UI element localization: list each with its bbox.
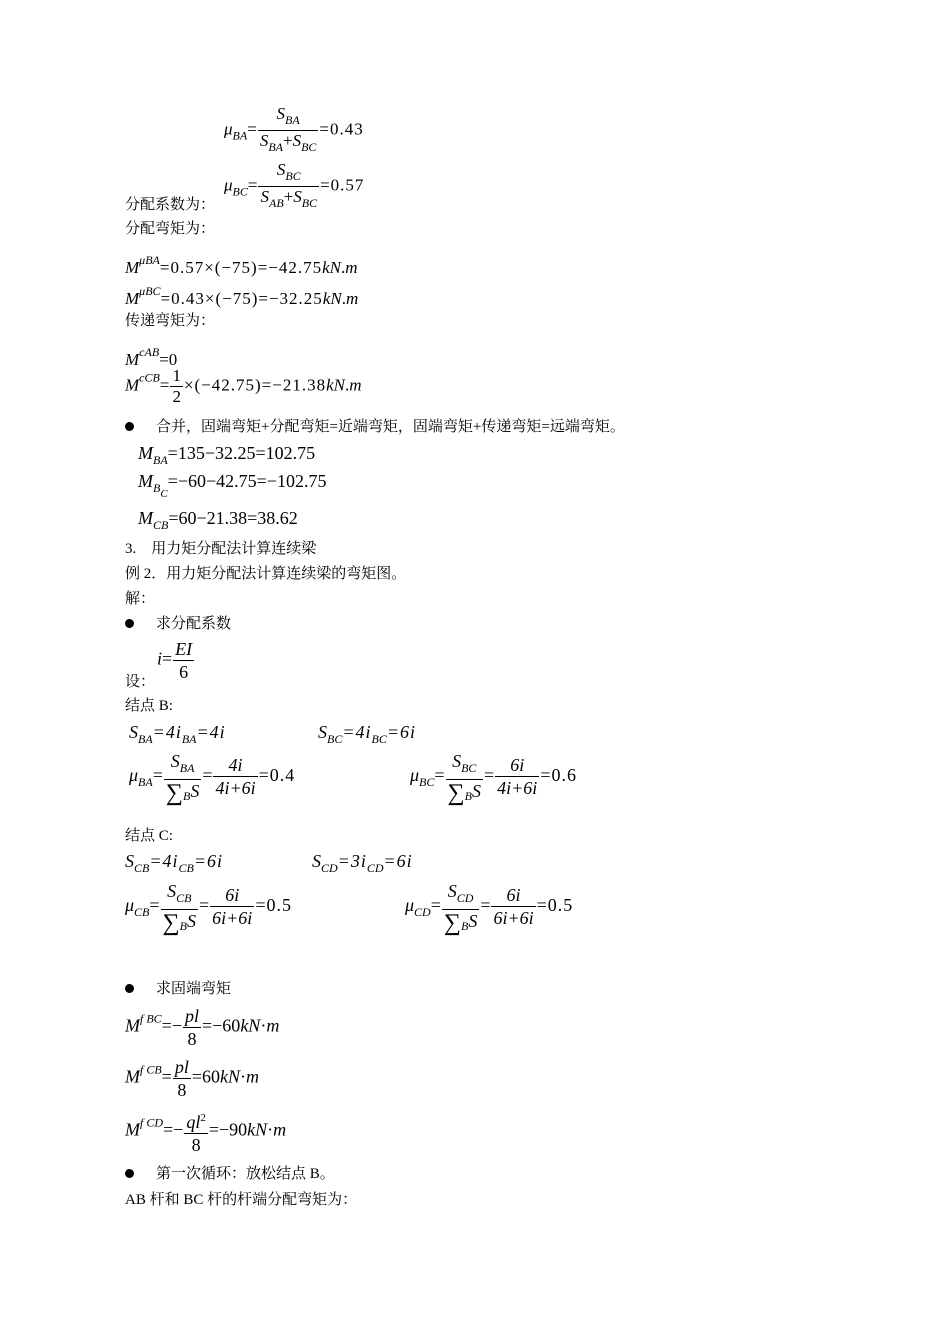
set-label: 设： <box>125 674 156 690</box>
equation-m-ba-final: $M_{BA}=135-32.25=102.75$ <box>138 443 316 467</box>
final-line: AB 杆和 BC 杆的杆端分配弯矩为： <box>125 1192 358 1208</box>
node-c-label: 结点 C: <box>125 828 173 844</box>
bullet-combine: 合并，固端弯矩+分配弯矩=近端弯矩，固端弯矩+传递弯矩=远端弯矩。 <box>125 418 625 436</box>
equation-m-ab-carry: $M^{cAB}=0$ <box>125 345 178 369</box>
equation-mu-ba-intro: $\mu_{BA}=$ $\frac{S_{BA}}{S_{BA}+S_{BC}}$ =0.43 <box>224 104 364 154</box>
example-2-title: 例 2．用力矩分配法计算连续梁的弯矩图。 <box>125 566 407 582</box>
equation-mu-cb-node-c: $\mu_{CB}=$ $\frac{S_{CB}}{\sum BS}$ = $\frac{6i}{6i+6i}$ =0.5 <box>125 881 292 936</box>
equation-m-cb-carry: $M^{cCB}=$ $\frac{1}{2}$ ×(−42.75)=−21.38kN.m <box>125 366 362 406</box>
equation-mu-ba-node-b: $\mu_{BA}=$ $\frac{S_{BA}}{\sum BS}$ = $\frac{4i}{4i+6i}$ =0.4 <box>129 751 296 806</box>
bullet-cycle1: 第一次循环：放松结点 B。 <box>125 1165 335 1183</box>
bullet-icon <box>125 422 134 431</box>
equation-m-bc-fixed: $M^{f BC}=-$ $\frac{pl}{8}$ =−60kN·m <box>125 1006 280 1049</box>
equation-m-bc-dist: $M^{\mu BC}=0.43\times(-75)=-32.25kN.m$ <box>125 284 359 308</box>
equation-mu-cd-node-c: $\mu_{CD}=$ $\frac{S_{CD}}{\sum BS}$ = $\frac{6i}{6i+6i}$ =0.5 <box>405 881 574 936</box>
label-dist-moment: 分配弯矩为： <box>125 221 216 237</box>
bullet-icon <box>125 1169 134 1178</box>
equation-mu-bc-node-b: $\mu_{BC}=$ $\frac{S_{BC}}{\sum BS}$ = $\frac{6i}{4i+6i}$ =0.6 <box>410 751 577 806</box>
bullet-icon <box>125 984 134 993</box>
bullet-icon <box>125 619 134 628</box>
equation-s-bc: $S_{BC}=4i_{BC}=6i$ <box>318 722 416 746</box>
label-dist-coef: 分配系数为： <box>125 197 216 213</box>
equation-m-cb-fixed: $M^{f CB}=$ $\frac{pl}{8}$ =60kN·m <box>125 1057 259 1100</box>
equation-m-ba-dist: $M^{\mu BA}=0.57\times(-75)=-42.75kN.m$ <box>125 253 358 277</box>
solution-label: 解： <box>125 591 156 607</box>
equation-mu-bc-intro: $\mu_{BC}=$ $\frac{S_{BC}}{S_{AB}+S_{BC}}$ =0.57 <box>224 160 365 210</box>
equation-m-bc-final: $M_{BC}=-60-42.75=-102.75$ <box>138 471 327 500</box>
bullet-dist-coef: 求分配系数 <box>125 615 231 633</box>
equation-s-cd: $S_{CD}=3i_{CD}=6i$ <box>312 851 413 875</box>
label-carry: 传递弯矩为： <box>125 313 216 329</box>
equation-s-ba: $S_{BA}=4i_{BA}=4i$ <box>129 722 226 746</box>
section-heading-3: 3. 用力矩分配法计算连续梁 <box>125 541 317 557</box>
node-b-label: 结点 B: <box>125 698 173 714</box>
equation-m-cd-fixed: $M^{f CD}=-$ $\frac{ql^2}{8}$ =−90kN·m <box>125 1107 286 1156</box>
equation-m-cb-final: $M_{CB}=60-21.38=38.62$ <box>138 508 298 532</box>
bullet-fixed: 求固端弯矩 <box>125 980 231 998</box>
equation-i-def: i= $\frac{EI}{6}$ <box>157 639 193 682</box>
equation-s-cb: $S_{CB}=4i_{CB}=6i$ <box>125 851 223 875</box>
